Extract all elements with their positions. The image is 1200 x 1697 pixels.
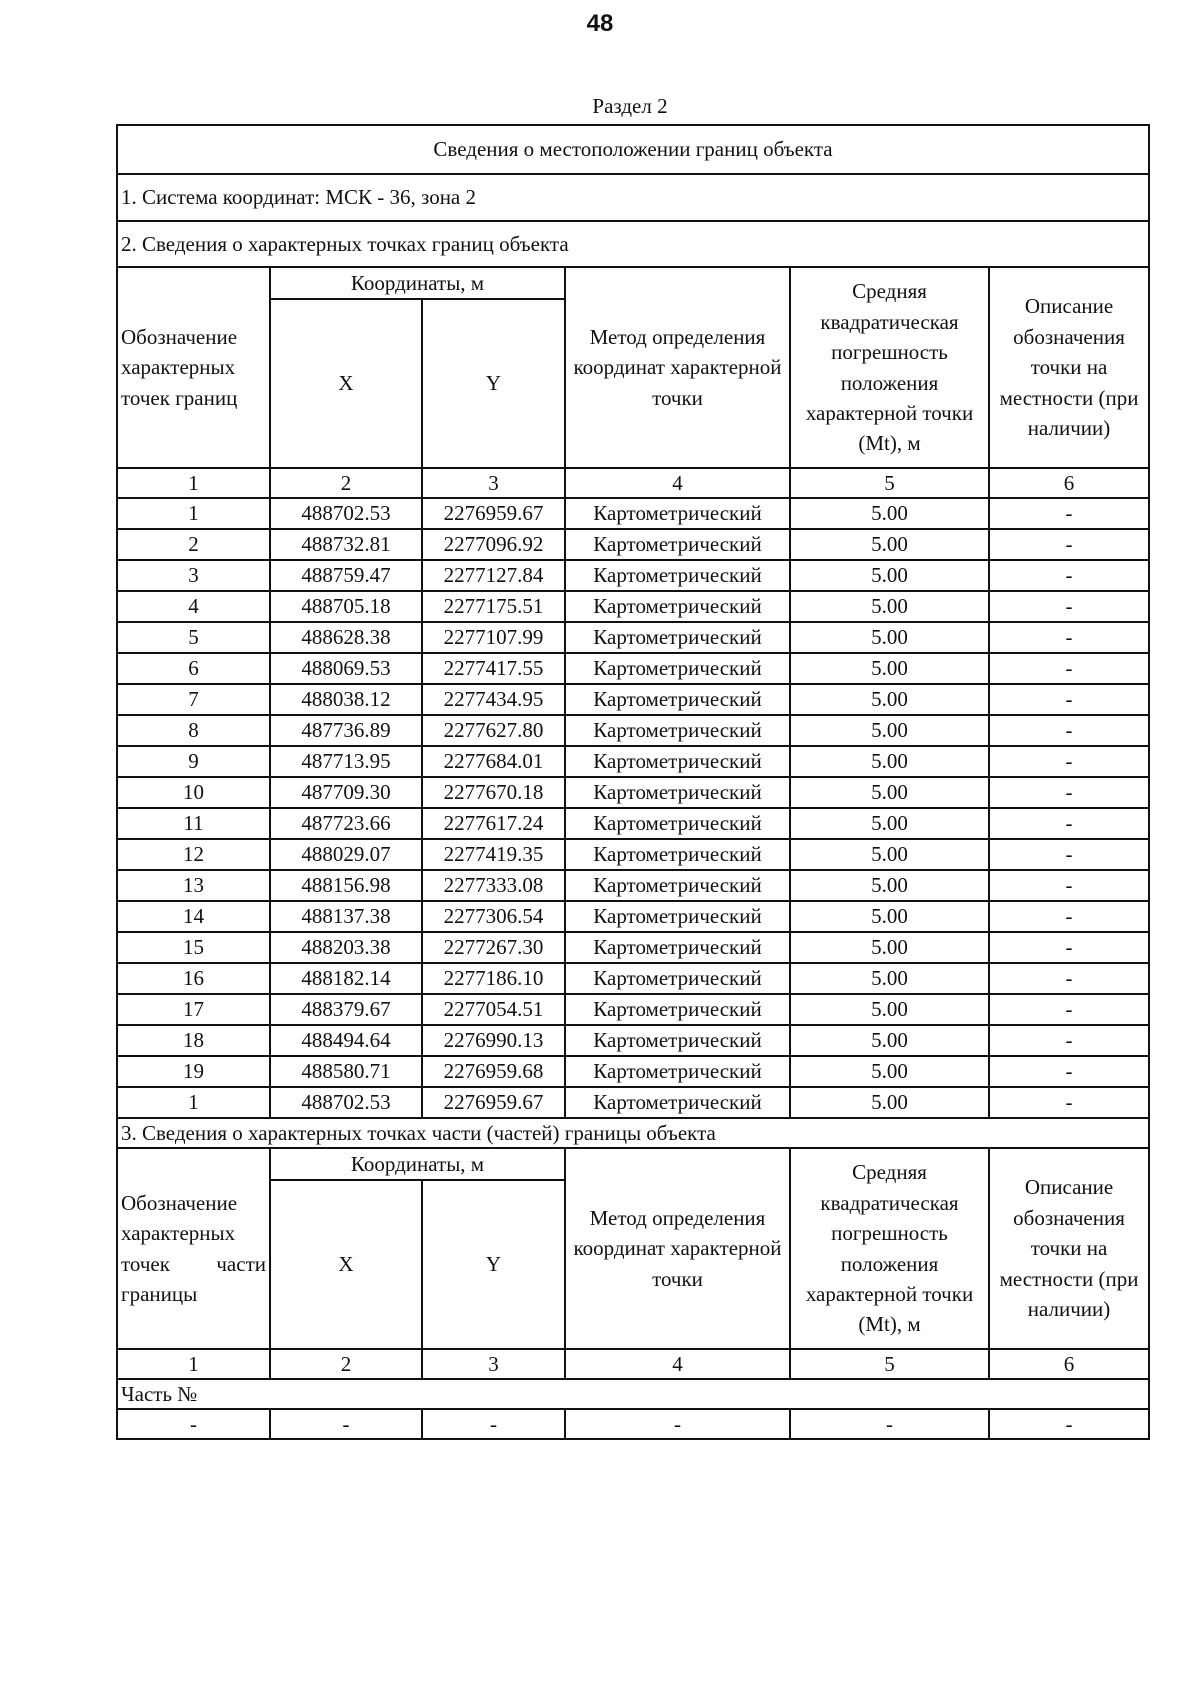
point-number-cell: 1 (117, 498, 270, 529)
y-coordinate-cell: 2277267.30 (422, 932, 565, 963)
x-coordinate-cell: 488137.38 (270, 901, 422, 932)
error-cell: 5.00 (790, 560, 989, 591)
error-cell: 5.00 (790, 715, 989, 746)
method-cell: Картометрический (565, 839, 790, 870)
description-cell: - (989, 560, 1149, 591)
description-cell: - (989, 994, 1149, 1025)
y-coordinate-cell: 2277306.54 (422, 901, 565, 932)
y-coordinate-cell: 2276959.67 (422, 498, 565, 529)
y-coordinate-cell: 2277107.99 (422, 622, 565, 653)
column-number: 6 (989, 468, 1149, 498)
column-number: 4 (565, 468, 790, 498)
designation-line: Обозначение (121, 1190, 238, 1215)
designation-line: границы (121, 1281, 198, 1306)
designation-line: характерных (121, 1221, 236, 1246)
part-cell: - (270, 1409, 422, 1439)
point-number-cell: 5 (117, 622, 270, 653)
x-coordinate-cell: 487709.30 (270, 777, 422, 808)
method-cell: Картометрический (565, 1087, 790, 1118)
y-coordinate-cell: 2276959.67 (422, 1087, 565, 1118)
part-cell: - (790, 1409, 989, 1439)
x-coordinate-cell: 487723.66 (270, 808, 422, 839)
method-cell: Картометрический (565, 622, 790, 653)
table-row (117, 560, 1149, 591)
column-number: 6 (989, 1349, 1149, 1379)
method-cell: Картометрический (565, 808, 790, 839)
y-coordinate-cell: 2277417.55 (422, 653, 565, 684)
point-number-cell: 8 (117, 715, 270, 746)
header-x: X (270, 299, 422, 468)
table-body (117, 125, 1149, 498)
method-cell: Картометрический (565, 560, 790, 591)
part-cell: - (117, 1409, 270, 1439)
error-cell: 5.00 (790, 994, 989, 1025)
error-cell: 5.00 (790, 870, 989, 901)
error-cell: 5.00 (790, 653, 989, 684)
error-cell: 5.00 (790, 963, 989, 994)
header-point-designation-part (117, 1148, 270, 1349)
table-row (117, 808, 1149, 839)
error-cell: 5.00 (790, 1087, 989, 1118)
page-number: 48 (586, 10, 614, 37)
point-number-cell: 6 (117, 653, 270, 684)
column-number: 3 (422, 468, 565, 498)
error-cell: 5.00 (790, 746, 989, 777)
point-number-cell: 12 (117, 839, 270, 870)
table-row (117, 715, 1149, 746)
description-cell: - (989, 529, 1149, 560)
description-cell: - (989, 715, 1149, 746)
x-coordinate-cell: 488203.38 (270, 932, 422, 963)
header-method: Метод определения координат характерной точки (565, 267, 790, 468)
error-cell: 5.00 (790, 622, 989, 653)
y-coordinate-cell: 2277096.92 (422, 529, 565, 560)
part-cell: - (422, 1409, 565, 1439)
table-row (117, 901, 1149, 932)
header-coordinates: Координаты, м (270, 267, 565, 299)
x-coordinate-cell: 488759.47 (270, 560, 422, 591)
table-row (117, 963, 1149, 994)
method-cell: Картометрический (565, 746, 790, 777)
x-coordinate-cell: 488029.07 (270, 839, 422, 870)
header-coordinates-part: Координаты, м (270, 1148, 565, 1180)
description-cell: - (989, 591, 1149, 622)
column-numbers-row-part (117, 1349, 1149, 1379)
header-point-designation: Обозначение характерных точек границ (117, 267, 270, 468)
description-cell: - (989, 1056, 1149, 1087)
designation-word: части (216, 1251, 266, 1276)
table-row (117, 529, 1149, 560)
method-cell: Картометрический (565, 529, 790, 560)
description-cell: - (989, 1087, 1149, 1118)
table-row (117, 839, 1149, 870)
description-cell: - (989, 684, 1149, 715)
header-method-part: Метод определения координат характерной точки (565, 1148, 790, 1349)
error-cell: 5.00 (790, 932, 989, 963)
header-x-part: X (270, 1180, 422, 1349)
x-coordinate-cell: 488702.53 (270, 1087, 422, 1118)
point-number-cell: 3 (117, 560, 270, 591)
y-coordinate-cell: 2277684.01 (422, 746, 565, 777)
x-coordinate-cell: 487736.89 (270, 715, 422, 746)
method-cell: Картометрический (565, 653, 790, 684)
column-numbers-row (117, 468, 1149, 498)
x-coordinate-cell: 488038.12 (270, 684, 422, 715)
table-row (117, 684, 1149, 715)
x-coordinate-cell: 488379.67 (270, 994, 422, 1025)
description-cell: - (989, 498, 1149, 529)
y-coordinate-cell: 2277175.51 (422, 591, 565, 622)
method-cell: Картометрический (565, 591, 790, 622)
description-cell: - (989, 870, 1149, 901)
description-cell: - (989, 622, 1149, 653)
point-number-cell: 17 (117, 994, 270, 1025)
description-cell: - (989, 932, 1149, 963)
part-section (117, 1118, 1149, 1439)
method-cell: Картометрический (565, 498, 790, 529)
error-cell: 5.00 (790, 591, 989, 622)
column-number: 2 (270, 468, 422, 498)
error-cell: 5.00 (790, 1025, 989, 1056)
y-coordinate-cell: 2277127.84 (422, 560, 565, 591)
table-row (117, 1056, 1149, 1087)
point-number-cell: 18 (117, 1025, 270, 1056)
x-coordinate-cell: 488069.53 (270, 653, 422, 684)
part-cell: - (565, 1409, 790, 1439)
point-number-cell: 11 (117, 808, 270, 839)
y-coordinate-cell: 2277186.10 (422, 963, 565, 994)
table-row (117, 653, 1149, 684)
description-cell: - (989, 808, 1149, 839)
description-cell: - (989, 839, 1149, 870)
coordinate-system: 1. Система координат: МСК - 36, зона 2 (117, 174, 1149, 221)
method-cell: Картометрический (565, 684, 790, 715)
y-coordinate-cell: 2277617.24 (422, 808, 565, 839)
y-coordinate-cell: 2277434.95 (422, 684, 565, 715)
x-coordinate-cell: 488705.18 (270, 591, 422, 622)
point-number-cell: 19 (117, 1056, 270, 1087)
error-cell: 5.00 (790, 1056, 989, 1087)
x-coordinate-cell: 488182.14 (270, 963, 422, 994)
table-row (117, 622, 1149, 653)
x-coordinate-cell: 488494.64 (270, 1025, 422, 1056)
y-coordinate-cell: 2277054.51 (422, 994, 565, 1025)
description-cell: - (989, 963, 1149, 994)
x-coordinate-cell: 487713.95 (270, 746, 422, 777)
method-cell: Картометрический (565, 715, 790, 746)
table-row (117, 1025, 1149, 1056)
point-number-cell: 9 (117, 746, 270, 777)
boundary-points (117, 498, 1149, 1118)
table-row (117, 591, 1149, 622)
method-cell: Картометрический (565, 1025, 790, 1056)
boundary-table (116, 124, 1150, 1440)
point-number-cell: 10 (117, 777, 270, 808)
column-number: 1 (117, 468, 270, 498)
method-cell: Картометрический (565, 1056, 790, 1087)
description-cell: - (989, 1025, 1149, 1056)
part-cell: - (989, 1409, 1149, 1439)
method-cell: Картометрический (565, 932, 790, 963)
designation-word: точек (121, 1251, 170, 1276)
error-cell: 5.00 (790, 839, 989, 870)
x-coordinate-cell: 488580.71 (270, 1056, 422, 1087)
table-row (117, 746, 1149, 777)
point-number-cell: 1 (117, 1087, 270, 1118)
table-title: Сведения о местоположении границ объекта (117, 125, 1149, 174)
point-number-cell: 7 (117, 684, 270, 715)
y-coordinate-cell: 2277627.80 (422, 715, 565, 746)
point-number-cell: 14 (117, 901, 270, 932)
designation-line (121, 1249, 266, 1279)
description-cell: - (989, 653, 1149, 684)
column-number: 4 (565, 1349, 790, 1379)
column-number: 2 (270, 1349, 422, 1379)
error-cell: 5.00 (790, 498, 989, 529)
x-coordinate-cell: 488732.81 (270, 529, 422, 560)
point-number-cell: 2 (117, 529, 270, 560)
x-coordinate-cell: 488628.38 (270, 622, 422, 653)
point-number-cell: 4 (117, 591, 270, 622)
column-number: 5 (790, 1349, 989, 1379)
header-y: Y (422, 299, 565, 468)
description-cell: - (989, 777, 1149, 808)
error-cell: 5.00 (790, 684, 989, 715)
section-3-title: 3. Сведения о характерных точках части (частей) границы объекта (117, 1118, 1149, 1148)
column-number: 3 (422, 1349, 565, 1379)
part-empty-row (117, 1409, 1149, 1439)
section-2-title: 2. Сведения о характерных точках границ объекта (117, 221, 1149, 267)
y-coordinate-cell: 2277670.18 (422, 777, 565, 808)
description-cell: - (989, 746, 1149, 777)
method-cell: Картометрический (565, 870, 790, 901)
y-coordinate-cell: 2276990.13 (422, 1025, 565, 1056)
table-row (117, 932, 1149, 963)
header-description-part: Описание обозначения точки на местности (при наличии) (989, 1148, 1149, 1349)
error-cell: 5.00 (790, 777, 989, 808)
header-description: Описание обозначения точки на местности (при наличии) (989, 267, 1149, 468)
header-error: Средняя квадратическая погрешность положения характерной точки (Mt), м (790, 267, 989, 468)
point-number-cell: 16 (117, 963, 270, 994)
point-number-cell: 13 (117, 870, 270, 901)
description-cell: - (989, 901, 1149, 932)
method-cell: Картометрический (565, 777, 790, 808)
y-coordinate-cell: 2277333.08 (422, 870, 565, 901)
point-number-cell: 15 (117, 932, 270, 963)
method-cell: Картометрический (565, 901, 790, 932)
table-row (117, 870, 1149, 901)
x-coordinate-cell: 488702.53 (270, 498, 422, 529)
part-label: Часть № (117, 1379, 1149, 1409)
y-coordinate-cell: 2277419.35 (422, 839, 565, 870)
table-row (117, 994, 1149, 1025)
header-y-part: Y (422, 1180, 565, 1349)
error-cell: 5.00 (790, 529, 989, 560)
table-row (117, 498, 1149, 529)
x-coordinate-cell: 488156.98 (270, 870, 422, 901)
method-cell: Картометрический (565, 994, 790, 1025)
table-row (117, 777, 1149, 808)
error-cell: 5.00 (790, 901, 989, 932)
header-error-part: Средняя квадратическая погрешность положения характерной точки (Mt), м (790, 1148, 989, 1349)
table-row (117, 1087, 1149, 1118)
error-cell: 5.00 (790, 808, 989, 839)
column-number: 5 (790, 468, 989, 498)
column-number: 1 (117, 1349, 270, 1379)
section-title: Раздел 2 (592, 94, 668, 118)
y-coordinate-cell: 2276959.68 (422, 1056, 565, 1087)
method-cell: Картометрический (565, 963, 790, 994)
